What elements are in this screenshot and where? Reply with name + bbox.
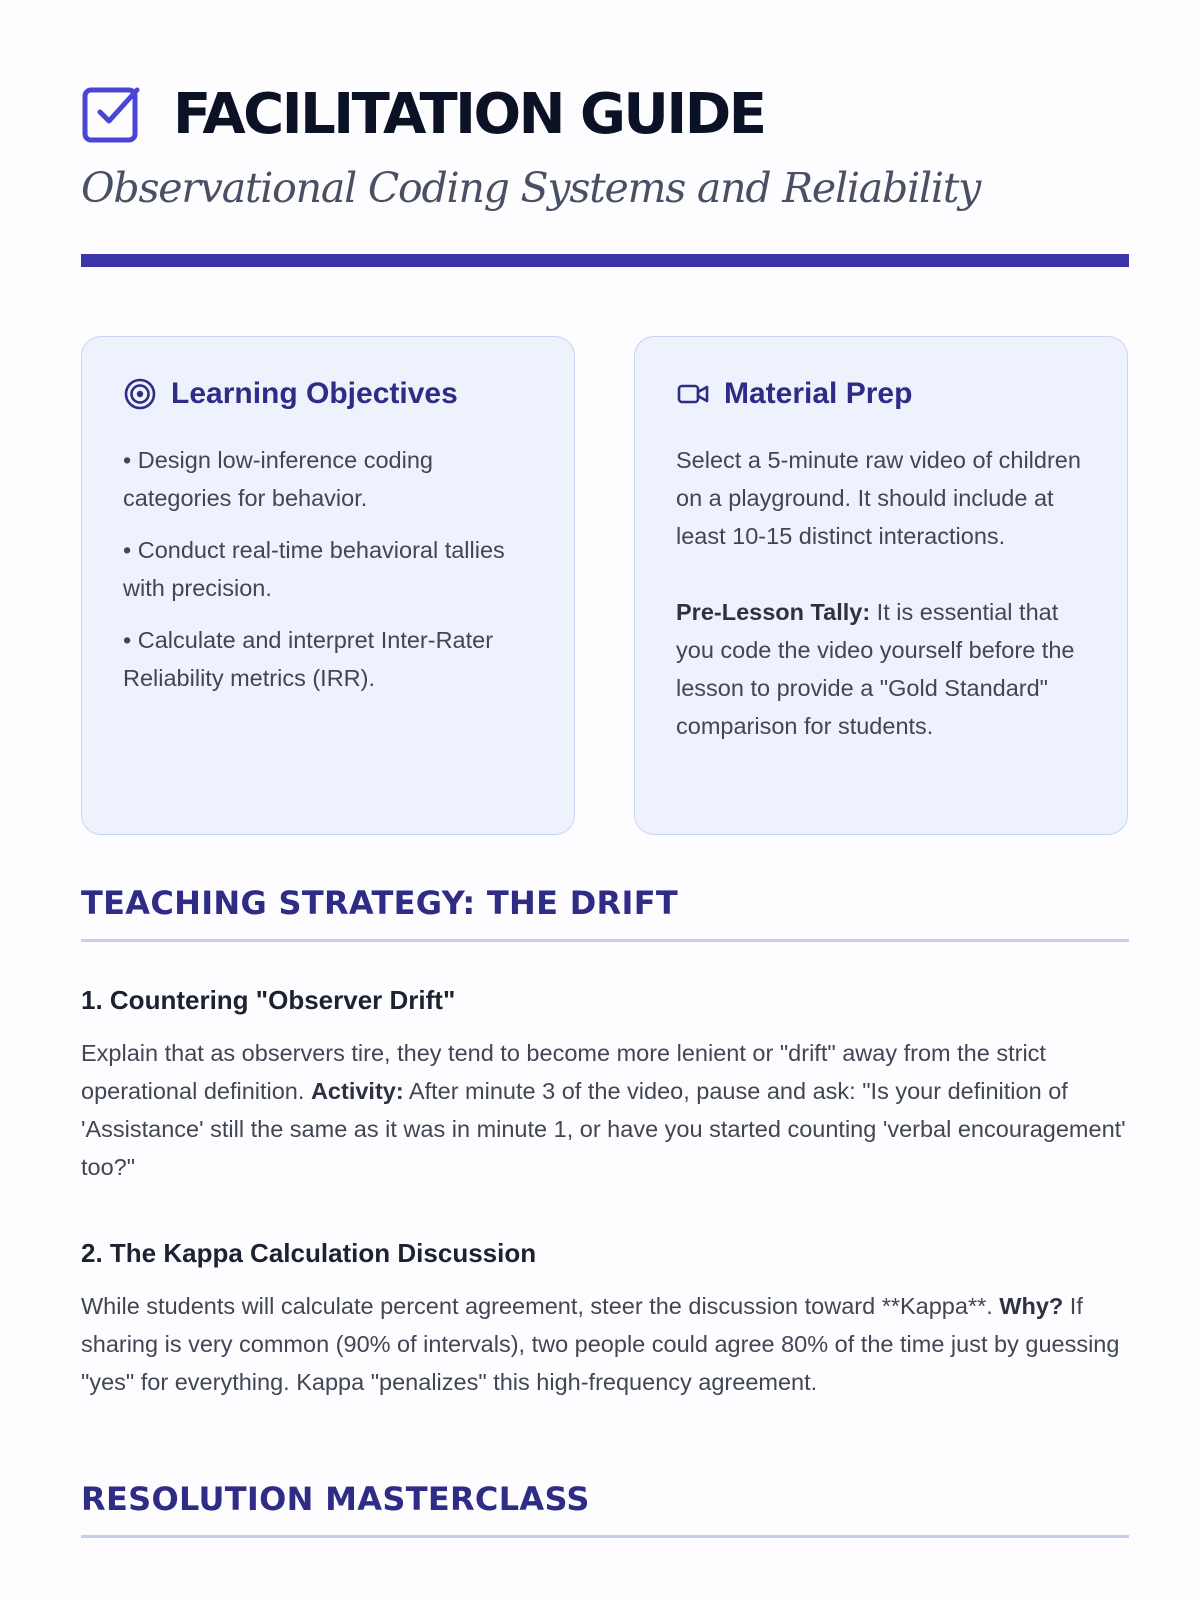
video-camera-icon	[676, 377, 710, 411]
pre-lesson-tally-text	[676, 593, 1087, 745]
learning-objectives-card	[81, 336, 575, 835]
objectives-list	[123, 441, 534, 697]
activity-label: Activity:	[310, 1078, 404, 1104]
teaching-strategy-divider	[81, 939, 1129, 942]
objective-item: • Design low-inference coding categories for behavior.	[123, 447, 433, 511]
teaching-strategy-heading: TEACHING STRATEGY: THE DRIFT	[81, 884, 678, 922]
page-subtitle: Observational Coding Systems and Reliability	[81, 164, 981, 212]
kappa-intro: While students will calculate percent agreement, steer the discussion toward **Kappa**.	[81, 1293, 1000, 1319]
objective-item: • Calculate and interpret Inter-Rater Reliability metrics (IRR).	[123, 627, 494, 691]
material-prep-text: Select a 5-minute raw video of children on a playground. It should include at least 10-15 distinct interactions.	[676, 447, 1081, 549]
observer-drift-activity: After minute 3 of the video, pause and ask: "Is your definition of 'Assistance' still the same as it was in minute 1, or have you started counting 'verbal encouragement' too?"	[81, 1078, 1126, 1180]
material-prep-header	[676, 377, 1087, 411]
kappa-explanation: If sharing is very common (90% of intervals), two people could agree 80% of the time just by guessing "yes" for everything. Kappa "penalizes" this high-frequency agreement.	[81, 1293, 1120, 1395]
pre-lesson-tally-body: It is essential that you code the video yourself before the lesson to provide a "Gold Standard" comparison for students.	[676, 599, 1075, 739]
why-label: Why?	[999, 1293, 1064, 1319]
title-row	[81, 82, 1131, 148]
header-divider	[81, 254, 1129, 267]
material-prep-card	[634, 336, 1128, 835]
learning-objectives-header	[123, 377, 534, 411]
checkbox-checked-icon	[81, 84, 143, 146]
observer-drift-text	[81, 1034, 1131, 1186]
header	[81, 82, 1131, 214]
kappa-discussion-text	[81, 1287, 1131, 1401]
observer-drift-intro: Explain that as observers tire, they tend to become more lenient or "drift" away from the strict operational definition.	[81, 1040, 1046, 1104]
learning-objectives-title: Learning Objectives	[171, 377, 458, 410]
resolution-masterclass-heading: RESOLUTION MASTERCLASS	[81, 1480, 590, 1518]
observer-drift-title: 1. Countering "Observer Drift"	[81, 985, 456, 1015]
pre-lesson-tally-label: Pre-Lesson Tally:	[676, 599, 871, 625]
material-prep-title: Material Prep	[724, 377, 913, 410]
page-title: FACILITATION GUIDE	[173, 82, 765, 147]
target-icon	[123, 377, 157, 411]
kappa-discussion-title: 2. The Kappa Calculation Discussion	[81, 1238, 537, 1268]
objective-item: • Conduct real-time behavioral tallies with precision.	[123, 537, 505, 601]
resolution-masterclass-divider	[81, 1535, 1129, 1538]
